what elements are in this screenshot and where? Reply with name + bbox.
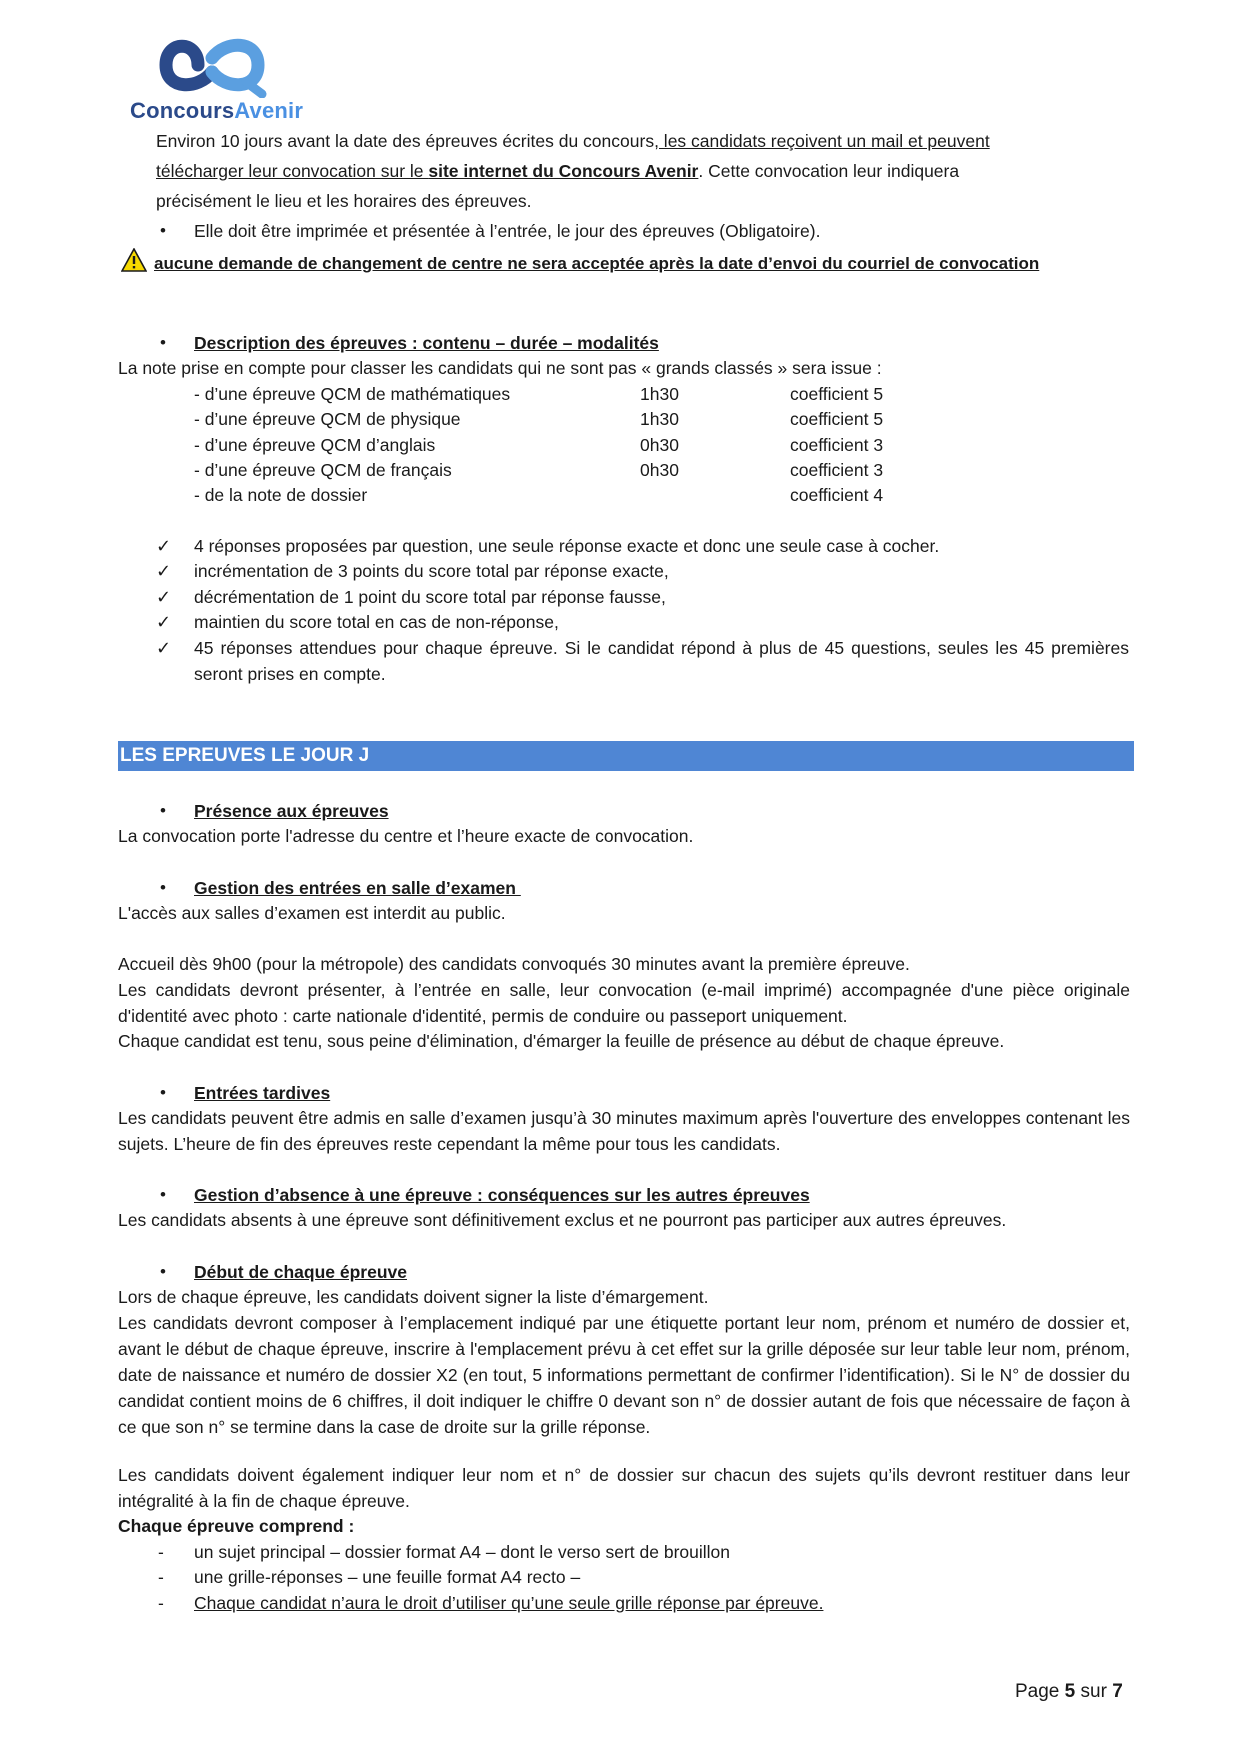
exam-row-label: - d’une épreuve QCM de physique	[194, 409, 461, 429]
gestion-p3: Les candidats devront présenter, à l’entrée en salle, leur convocation (e-mail imprimé) accompagnée d'une pièce originale d'identité avec photo : carte nationale d'identité, permis de conduire ou passeport uniquement.	[118, 980, 1130, 1026]
dash-icon: -	[158, 1542, 164, 1562]
exam-row-duration: 1h30	[640, 409, 679, 429]
page-label: Page	[1015, 1681, 1065, 1702]
intro-text-a: Environ 10 jours avant la date des épreuves écrites du concours	[156, 131, 655, 151]
dash-icon: -	[158, 1593, 164, 1613]
page-total: 7	[1112, 1681, 1123, 1702]
bullet-dot: •	[160, 1262, 166, 1281]
exam-row-coef: coefficient 3	[790, 435, 884, 455]
page-number	[1015, 1679, 1123, 1705]
check-icon: ✓	[156, 638, 172, 658]
site-link[interactable]: site internet du Concours Avenir	[428, 161, 699, 181]
exam-row-coef: coefficient 4	[790, 485, 884, 505]
rule-item: 4 réponses proposées par question, une seule réponse exacte et donc une seule case à cocher.	[194, 536, 940, 556]
debut-p3: Les candidats doivent également indiquer leur nom et n° de dossier sur chacun des sujets qu’ils devront restituer dans leur intégralité à la fin de chaque épreuve.	[118, 1465, 1130, 1511]
intro-text-b: , les candidats reçoivent un mail et peuvent	[654, 131, 990, 151]
warning-text: aucune demande de changement de centre ne sera acceptée après la date d’envoi du courriel de convocation	[154, 254, 1040, 273]
exam-row-label: - d’une épreuve QCM de français	[194, 460, 452, 480]
intro-line-2	[156, 158, 959, 184]
rule-item: 45 réponses attendues pour chaque épreuve. Si le candidat répond à plus de 45 questions, seules les 45 premières seront prises en compte.	[194, 638, 1129, 684]
debut-p2: Les candidats devront composer à l’emplacement indiqué par une étiquette portant leur nom, prénom et numéro de dossier et, avant le début de chaque épreuve, inscrire à l'emplacement prévu à cet effet sur la grille déposée sur leur table leur nom, prénom, date de naissance et numéro de dossier X2 (en tout, 5 informations permettant de confirmer l’identification). Si le N° de dossier du candidat contient moins de 6 chiffres, il doit indiquer le chiffre 0 devant son n° de dossier autant de fois que nécessaire de façon à ce que son n° se termine dans la case de droite sur la grille réponse.	[118, 1313, 1130, 1437]
debut-comprend: Chaque épreuve comprend :	[118, 1516, 355, 1536]
presence-heading: Présence aux épreuves	[194, 801, 389, 821]
gestion-p4: Chaque candidat est tenu, sous peine d'élimination, d'émarger la feuille de présence au début de chaque épreuve.	[118, 1031, 1005, 1051]
exam-row-duration: 1h30	[640, 384, 679, 404]
check-icon: ✓	[156, 587, 172, 607]
exam-row-coef: coefficient 5	[790, 409, 884, 429]
comprend-item: une grille-réponses – une feuille format A4 recto –	[194, 1567, 581, 1587]
gestion-p1: L'accès aux salles d’examen est interdit au public.	[118, 903, 506, 923]
rule-item: décrémentation de 1 point du score total par réponse fausse,	[194, 587, 666, 607]
exam-row-label: - de la note de dossier	[194, 485, 368, 505]
tardives-text: Les candidats peuvent être admis en salle d’examen jusqu’à 30 minutes maximum après l'ouverture des enveloppes contenant les sujets. L’heure de fin des épreuves reste cependant la même pour tous les candidats.	[118, 1108, 1130, 1154]
exam-row-coef: coefficient 3	[790, 460, 884, 480]
intro-text-f: précisément le lieu et les horaires des épreuves.	[156, 191, 532, 211]
exam-row-label: - d’une épreuve QCM d’anglais	[194, 435, 436, 455]
bullet-dot: •	[160, 1083, 166, 1102]
rule-item: maintien du score total en cas de non-réponse,	[194, 612, 559, 632]
logo-text-concours: Concours	[130, 98, 235, 123]
logo-infinity-icon	[128, 32, 328, 98]
description-intro: La note prise en compte pour classer les candidats qui ne sont pas « grands classés » sera issue :	[118, 358, 882, 378]
intro-bullet: Elle doit être imprimée et présentée à l’entrée, le jour des épreuves (Obligatoire).	[194, 221, 821, 241]
rule-item: incrémentation de 3 points du score total par réponse exacte,	[194, 561, 669, 581]
tardives-heading: Entrées tardives	[194, 1083, 331, 1103]
page-sur: sur	[1075, 1681, 1113, 1702]
absence-heading: Gestion d’absence à une épreuve : conséquences sur les autres épreuves	[194, 1185, 810, 1205]
gestion-heading: Gestion des entrées en salle d’examen	[194, 878, 521, 898]
bullet-dot: •	[160, 1185, 166, 1204]
logo-text-avenir: Avenir	[234, 98, 304, 123]
intro-line-3	[156, 188, 531, 214]
exam-row-duration: 0h30	[640, 460, 679, 480]
exam-row-label: - d’une épreuve QCM de mathématiques	[194, 384, 511, 404]
absence-text: Les candidats absents à une épreuve sont définitivement exclus et ne pourront pas participer aux autres épreuves.	[118, 1210, 1007, 1230]
bullet-dot: •	[160, 878, 166, 897]
section-banner	[118, 741, 1134, 771]
intro-line-1	[156, 128, 990, 154]
gestion-p2: Accueil dès 9h00 (pour la métropole) des candidats convoqués 30 minutes avant la première épreuve.	[118, 954, 910, 974]
debut-p1: Lors de chaque épreuve, les candidats doivent signer la liste d’émargement.	[118, 1287, 709, 1307]
bullet-dot: •	[160, 333, 166, 352]
warning-icon	[121, 248, 147, 272]
exam-row-coef: coefficient 5	[790, 384, 884, 404]
dash-icon: -	[158, 1567, 164, 1587]
presence-text: La convocation porte l'adresse du centre et l’heure exacte de convocation.	[118, 826, 694, 846]
check-icon: ✓	[156, 612, 172, 632]
bullet-dot: •	[160, 801, 166, 820]
logo-text	[130, 98, 303, 124]
bullet-dot: •	[160, 221, 166, 240]
comprend-item: Chaque candidat n’aura le droit d’utiliser qu’une seule grille réponse par épreuve.	[194, 1593, 824, 1613]
comprend-item: un sujet principal – dossier format A4 – dont le verso sert de brouillon	[194, 1542, 730, 1562]
logo	[128, 32, 328, 127]
check-icon: ✓	[156, 536, 172, 556]
section-banner-title: LES EPREUVES LE JOUR J	[120, 745, 370, 766]
description-heading: Description des épreuves : contenu – durée – modalités	[194, 333, 659, 353]
check-icon: ✓	[156, 561, 172, 581]
debut-heading: Début de chaque épreuve	[194, 1262, 407, 1282]
intro-text-c: télécharger leur convocation sur le	[156, 161, 429, 181]
exam-row-duration: 0h30	[640, 435, 679, 455]
intro-text-e: . Cette convocation leur indiquera	[698, 161, 960, 181]
page-current: 5	[1064, 1681, 1076, 1702]
